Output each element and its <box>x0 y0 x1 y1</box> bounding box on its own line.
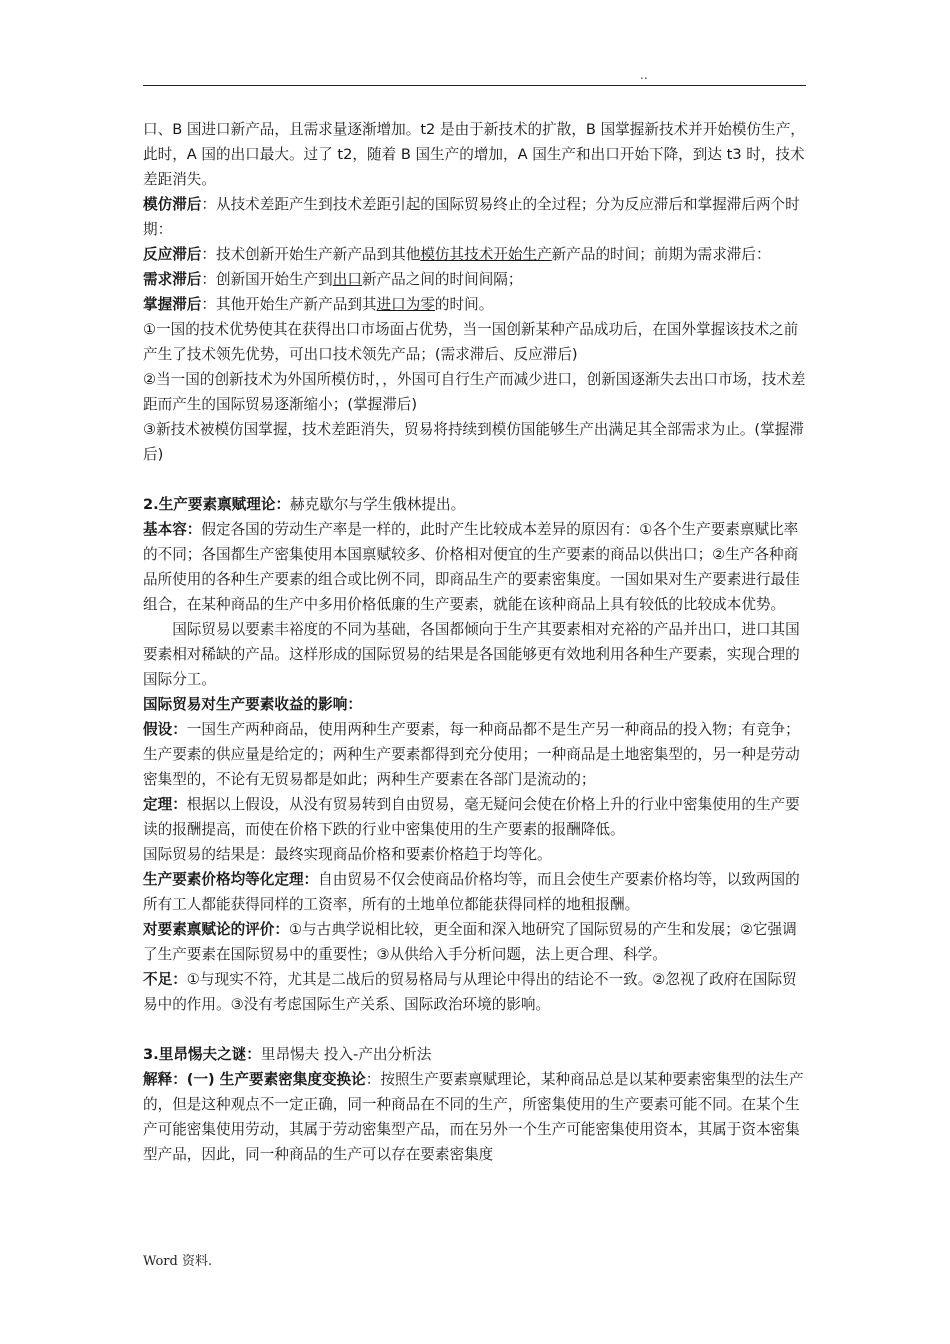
term-label: 基本容： <box>143 521 202 538</box>
header-rule <box>143 85 806 86</box>
assumptions <box>143 717 808 792</box>
basic-content <box>143 517 808 617</box>
evaluation <box>143 917 808 967</box>
term-text: ：其他开始生产新产品到其 <box>201 296 377 313</box>
definition-mastery-lag <box>143 292 808 317</box>
definition-reaction-lag <box>143 242 808 267</box>
term-text: ：技术创新开始生产新产品到其他 <box>201 246 421 263</box>
term-text: ：创新国开始生产到 <box>201 271 333 288</box>
section-3-heading <box>143 1042 808 1067</box>
term-text: 新产品的时间；前期为需求滞后： <box>551 246 771 263</box>
page-footer: Word 资料. <box>143 1254 213 1269</box>
point-3: ③新技术被模仿国掌握，技术差距消失，贸易将持续到模仿国能够生产出满足其全部需求为止。(掌握滞后) <box>143 421 804 463</box>
point-1: ①一国的技术优势使其在获得出口市场面占优势，当一国创新某种产品成功后，在国外掌握该技术之前产生了技术领先优势，可出口技术领先产品；(需求滞后、反应滞后) <box>143 321 799 363</box>
term-text: ：按照生产要素禀赋理论，某种商品总是以某种要素密集型的法生产的，但是这种观点不一定正确，同一种商品在不同的生产，所密集使用的生产要素可能不同。在某个生产可能密集使用劳动，其属于劳动密集型产品，而在另外一个生产可能密集使用资本，其属于资本密集型产品，因此，同一种商品的生产可以存在要素密集度 <box>143 1071 804 1163</box>
section-label: 2.生产要素禀赋理论： <box>143 496 291 513</box>
underlined-text: 模仿其技术开始生产 <box>420 246 552 263</box>
equalization-theorem <box>143 867 808 917</box>
term-label: 生产要素价格均等化定理： <box>143 871 319 888</box>
term-text: 根据以上假设，从没有贸易转到自由贸易，毫无疑问会使在价格上升的行业中密集使用的生产要读的报酬提高，而使在价格下跌的行业中密集使用的生产要素的报酬降低。 <box>143 796 800 838</box>
term-label: 掌握滞后 <box>143 296 202 313</box>
impact-heading: 国际贸易对生产要素收益的影响： <box>143 696 362 713</box>
spacer <box>143 467 808 492</box>
term-text: ①与古典学说相比较，更全面和深入地研究了国际贸易的产生和发展；②它强调了生产要素在国际贸易中的重要性；③从供给入手分析问题，法上更合理、科学。 <box>143 921 797 963</box>
term-text: 的时间。 <box>434 296 494 313</box>
term-text: ：从技术差距产生到技术差距引起的国际贸易终止的全过程；分为反应滞后和掌握滞后两个时期： <box>143 196 800 238</box>
spacer <box>143 1017 808 1042</box>
term-label: 解释：(一) 生产要素密集度变换论 <box>143 1071 366 1088</box>
term-label: 需求滞后 <box>143 271 202 288</box>
point-2: ②当一国的创新技术为外国所模仿时，，外国可自行生产而减少进口，创新国逐渐失去出口市场，技术差距而产生的国际贸易逐渐缩小；(掌握滞后) <box>143 371 806 413</box>
document-body <box>143 117 808 1167</box>
term-label: 定理： <box>143 796 187 813</box>
trade-result: 国际贸易的结果是：最终实现商品价格和要素价格趋于均等化。 <box>143 846 552 863</box>
explanation <box>143 1067 808 1167</box>
term-label: 对要素禀赋论的评价： <box>143 921 289 938</box>
theorem <box>143 792 808 842</box>
section-2-heading <box>143 492 808 517</box>
term-label: 模仿滞后 <box>143 196 202 213</box>
underlined-text: 出口 <box>332 271 362 288</box>
section-label: 3.里昂惕夫之谜： <box>143 1046 261 1063</box>
term-text: 假定各国的劳动生产率是一样的，此时产生比较成本差异的原因有：①各个生产要素禀赋比率的不同；各国都生产密集使用本国禀赋较多、价格相对便宜的生产要素的商品以供出口；②生产各种商品所使用的各种生产要素的组合或比例不同，即商品生产的要素密集度。一国如果对生产要素进行最佳组合，在某种商品的生产中多用价格低廉的生产要素，就能在该种商品上具有较低的比较成本优势。 <box>143 521 800 613</box>
definition-demand-lag <box>143 267 808 292</box>
underlined-text: 进口为零 <box>376 296 435 313</box>
term-label: 反应滞后 <box>143 246 202 263</box>
section-text: 里昂惕夫 投入-产出分析法 <box>260 1046 432 1063</box>
trade-paragraph: 国际贸易以要素丰裕度的不同为基础，各国都倾向于生产其要素相对充裕的产品并出口，进口其国要素相对稀缺的产品。这样形成的国际贸易的结果是各国能够更有效地利用各种生产要素，实现合理的国际分工。 <box>143 621 800 688</box>
term-text: ①与现实不符，尤其是二战后的贸易格局与从理论中得出的结论不一致。②忽视了政府在国际贸易中的作用。③没有考虑国际生产关系、国际政治环境的影响。 <box>143 971 797 1013</box>
section-text: 赫克歇尔与学生俄林提出。 <box>290 496 466 513</box>
definition-imitation-lag <box>143 192 808 242</box>
shortcomings <box>143 967 808 1017</box>
term-label: 假设： <box>143 721 187 738</box>
paragraph-continuation: 口、B 国进口新产品，且需求量逐渐增加。t2 是由于新技术的扩散，B 国掌握新技术并开始模仿生产，此时，A 国的出口最大。过了 t2，随着 B 国生产的增加，A 国生产和出口开始下降，到达 t3 时，技术差距消失。 <box>143 121 805 188</box>
term-text: 一国生产两种商品，使用两种生产要素，每一种商品都不是生产另一种商品的投入物；有竞争；生产要素的供应量是给定的；两种生产要素都得到充分使用；一种商品是土地密集型的，另一种是劳动密集型的，不论有无贸易都是如此；两种生产要素在各部门是流动的； <box>143 721 800 788</box>
term-text: 自由贸易不仅会使商品价格均等，而且会使生产要素价格均等，以致两国的所有工人都能获得同样的工资率，所有的土地单位都能获得同样的地租报酬。 <box>143 871 800 913</box>
term-label: 不足： <box>143 971 187 988</box>
term-text: 新产品之间的时间间隔； <box>361 271 523 288</box>
header-dots: .. <box>640 68 648 82</box>
